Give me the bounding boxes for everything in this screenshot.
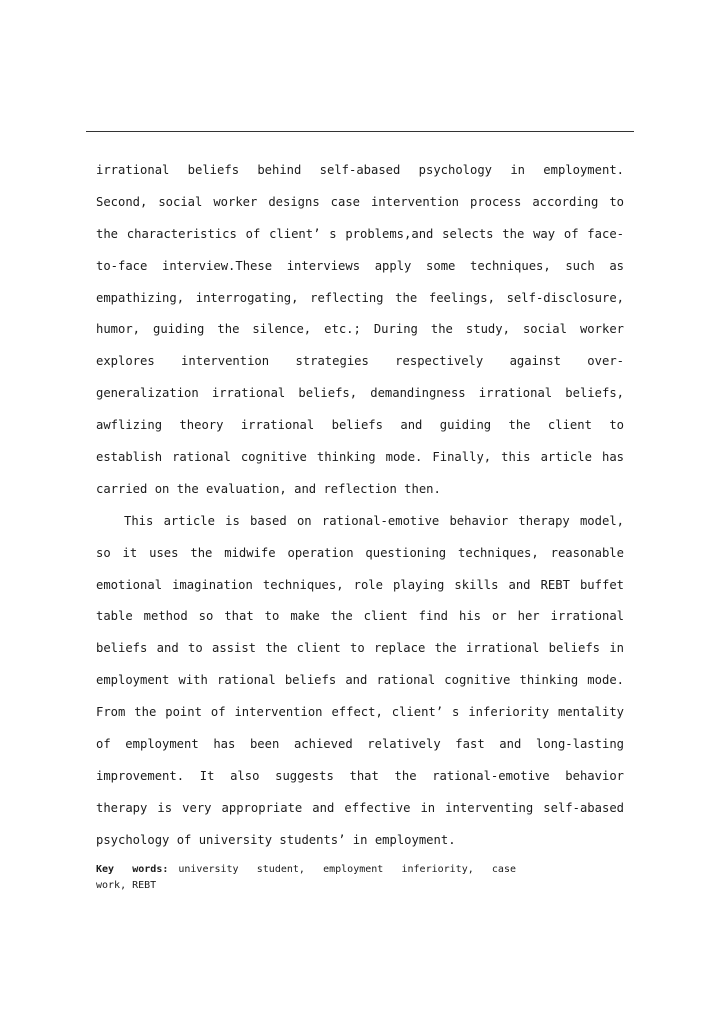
text-line: This article is based on rational-emotive behavior therapy model, <box>124 513 624 528</box>
text-line: empathizing, interrogating, reflecting the feelings, self-disclosure, <box>96 290 624 305</box>
abstract-body <box>96 155 624 857</box>
text-line: Second, social worker designs case intervention process according to <box>96 194 624 209</box>
text-line: From the point of intervention effect, client’ s inferiority mentality <box>96 705 624 720</box>
keywords-block <box>96 862 516 894</box>
text-line: psychology of university students’ in employment. <box>96 832 456 847</box>
text-line: emotional imagination techniques, role playing skills and REBT buffet <box>96 577 624 592</box>
text-line: so it uses the midwife operation questioning techniques, reasonable <box>96 545 624 560</box>
text-line: to-face interview.These interviews apply some techniques, such as <box>96 258 624 273</box>
text-line: improvement. It also suggests that the rational-emotive behavior <box>96 768 624 783</box>
header-rule <box>86 131 634 132</box>
keywords-label: Key words: <box>96 864 169 875</box>
keywords-text: university student, employment inferiority, case <box>178 864 516 875</box>
text-line: table method so that to make the client find his or her irrational <box>96 609 624 624</box>
text-line: therapy is very appropriate and effective in interventing self-abased <box>96 800 624 815</box>
text-line: establish rational cognitive thinking mode. Finally, this article has <box>96 450 624 465</box>
text-line: the characteristics of client’ s problems,and selects the way of face- <box>96 226 624 241</box>
text-line: employment with rational beliefs and rational cognitive thinking mode. <box>96 673 624 688</box>
keywords-line-1 <box>96 862 516 878</box>
text-line: generalization irrational beliefs, demandingness irrational beliefs, <box>96 386 624 401</box>
text-line: irrational beliefs behind self-abased psychology in employment. <box>96 163 624 177</box>
text-line: humor, guiding the silence, etc.; During the study, social worker <box>96 322 624 337</box>
text-line: beliefs and to assist the client to replace the irrational beliefs in <box>96 641 624 656</box>
paragraph-1 <box>96 155 624 506</box>
text-line: carried on the evaluation, and reflection then. <box>96 481 441 496</box>
text-line: awflizing theory irrational beliefs and guiding the client to <box>96 418 624 433</box>
paragraph-2 <box>96 506 624 857</box>
text-line: explores intervention strategies respectively against over- <box>96 354 624 369</box>
text-line: of employment has been achieved relatively fast and long-lasting <box>96 737 624 752</box>
keywords-line-2: work, REBT <box>96 880 157 891</box>
